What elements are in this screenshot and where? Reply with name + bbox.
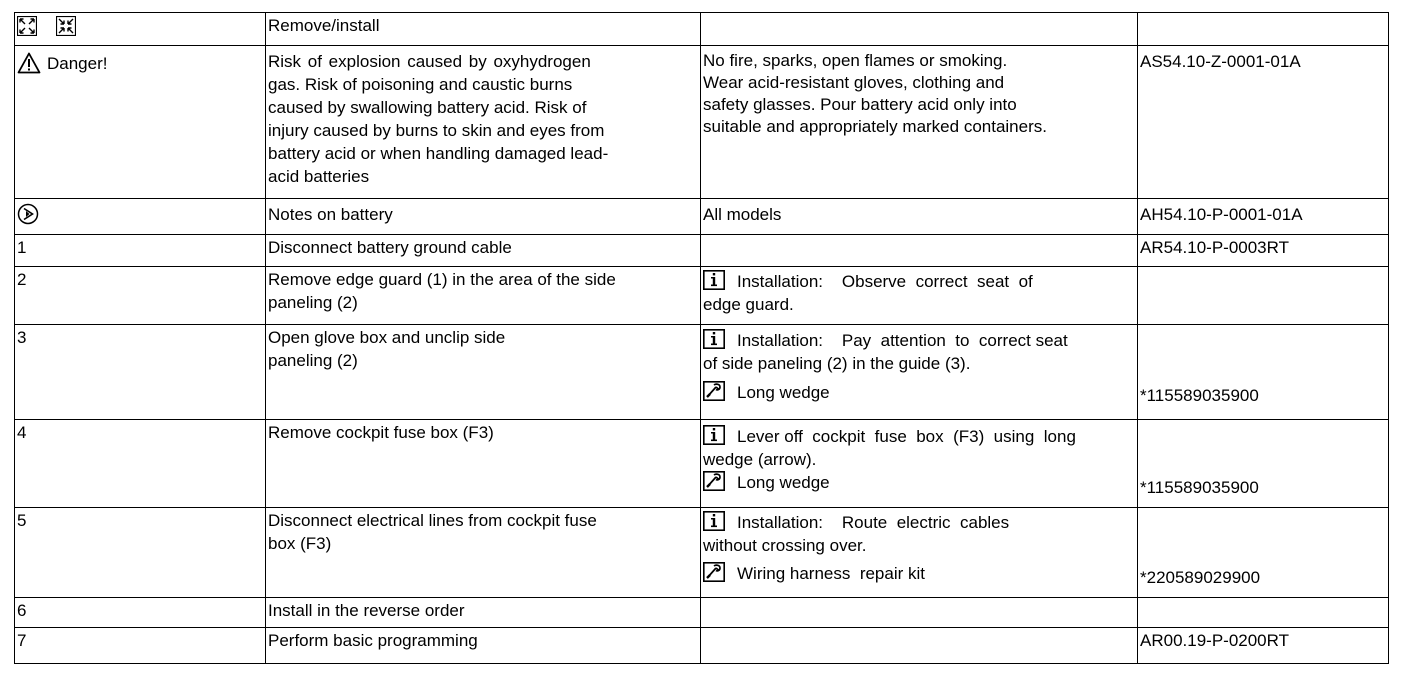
danger-row [15, 46, 1389, 199]
step-text-line-1: Open glove box and unclip side [268, 328, 506, 347]
step-info-empty [701, 235, 1138, 267]
step-row-7 [15, 628, 1389, 664]
step-row-1 [15, 235, 1389, 267]
procedure-table [14, 12, 1389, 664]
info-line-2: without crossing over. [703, 536, 867, 555]
measure-line-3: safety glasses. Pour battery acid only into [703, 95, 1017, 114]
tool-icon [703, 562, 725, 582]
step-text-line-2: paneling (2) [268, 351, 358, 370]
step-text-line-2: box (F3) [268, 534, 332, 553]
info-line-1: Installation: Route electric cables [737, 513, 1010, 532]
info-icon [703, 511, 725, 531]
info-icon [703, 270, 725, 290]
step-info [701, 267, 1138, 325]
remove-icon [17, 16, 37, 36]
step-code: *220589029900 [1140, 568, 1261, 587]
step-number: 6 [15, 598, 266, 628]
step-text-line-1: Disconnect electrical lines from cockpit fuse [268, 511, 597, 530]
step-text: Perform basic programming [266, 628, 701, 664]
step-code-empty [1138, 267, 1389, 325]
danger-code: AS54.10-Z-0001-01A [1138, 46, 1389, 199]
step-code: *115589035900 [1140, 386, 1259, 405]
danger-measures [701, 46, 1138, 199]
info-line-1: Lever off cockpit fuse box (F3) using long [737, 427, 1076, 446]
header-icons-cell [15, 13, 266, 46]
step-row-5 [15, 508, 1389, 598]
step-code: AR54.10-P-0003RT [1138, 235, 1389, 267]
notes-code: AH54.10-P-0001-01A [1138, 199, 1389, 235]
step-code-empty [1138, 598, 1389, 628]
info-icon [703, 329, 725, 349]
step-code-cell [1138, 325, 1389, 420]
step-info [701, 508, 1138, 598]
info-line-1: Installation: Pay attention to correct seat [737, 331, 1068, 350]
step-code: *115589035900 [1140, 478, 1259, 497]
notes-row [15, 199, 1389, 235]
step-row-6 [15, 598, 1389, 628]
step-text: Remove cockpit fuse box (F3) [266, 420, 701, 508]
warning-triangle-icon [17, 52, 41, 74]
tool-label: Long wedge [737, 473, 830, 492]
risk-line-6: acid batteries [268, 167, 370, 186]
notes-label: Notes on battery [266, 199, 701, 235]
danger-label: Danger! [47, 54, 108, 73]
measure-line-1: No fire, sparks, open flames or smoking. [703, 51, 1008, 70]
info-line-1: Installation: Observe correct seat of [737, 272, 1033, 291]
tool-label: Wiring harness repair kit [737, 564, 926, 583]
step-text [266, 508, 701, 598]
risk-line-3: caused by swallowing battery acid. Risk of [268, 98, 587, 117]
header-empty-3 [701, 13, 1138, 46]
step-row-3 [15, 325, 1389, 420]
risk-line-4: injury caused by burns to skin and eyes from [268, 121, 605, 140]
tool-icon [703, 381, 725, 401]
info-line-2: of side paneling (2) in the guide (3). [703, 354, 971, 373]
step-text [266, 325, 701, 420]
step-info-empty [701, 628, 1138, 664]
step-number: 7 [15, 628, 266, 664]
step-number: 5 [15, 508, 266, 598]
risk-line-5: battery acid or when handling damaged lead- [268, 144, 609, 163]
tool-icon [703, 471, 725, 491]
step-number: 2 [15, 267, 266, 325]
info-line-2: edge guard. [703, 295, 794, 314]
header-row [15, 13, 1389, 46]
step-number: 1 [15, 235, 266, 267]
measure-line-4: suitable and appropriately marked containers. [703, 117, 1047, 136]
step-number: 3 [15, 325, 266, 420]
notes-applies: All models [701, 199, 1138, 235]
step-text: Disconnect battery ground cable [266, 235, 701, 267]
step-text [266, 267, 701, 325]
info-icon [703, 425, 725, 445]
step-text-line-2: paneling (2) [268, 293, 358, 312]
risk-line-2: gas. Risk of poisoning and caustic burns [268, 75, 573, 94]
step-row-4 [15, 420, 1389, 508]
step-text: Install in the reverse order [266, 598, 701, 628]
notes-icon-cell [15, 199, 266, 235]
step-text-line-1: Remove edge guard (1) in the area of the side [268, 270, 616, 289]
measure-line-2: Wear acid-resistant gloves, clothing and [703, 73, 1005, 92]
step-info-empty [701, 598, 1138, 628]
danger-risk-text [266, 46, 701, 199]
step-number: 4 [15, 420, 266, 508]
step-info [701, 420, 1138, 508]
step-row-2 [15, 267, 1389, 325]
danger-cell [15, 46, 266, 199]
header-label: Remove/install [266, 13, 701, 46]
header-empty-4 [1138, 13, 1389, 46]
step-code-cell [1138, 420, 1389, 508]
tool-label: Long wedge [737, 383, 830, 402]
risk-line-1: Risk of explosion caused by oxyhydrogen [268, 52, 591, 71]
step-code: AR00.19-P-0200RT [1138, 628, 1389, 664]
notes-arrow-circle-icon [17, 203, 39, 225]
step-info [701, 325, 1138, 420]
install-icon [56, 16, 76, 36]
info-line-2: wedge (arrow). [703, 450, 817, 469]
step-code-cell [1138, 508, 1389, 598]
